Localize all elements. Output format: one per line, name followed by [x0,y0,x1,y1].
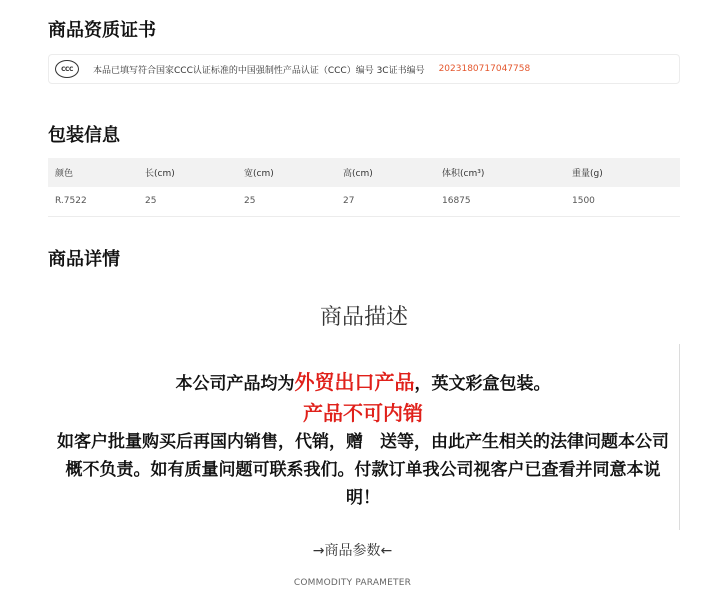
qualification-section-title: 商品资质证书 [48,20,156,41]
cell-volume: 16875 [442,187,572,216]
cell-width: 25 [244,187,343,216]
description-heading: 商品描述 [319,305,408,330]
cell-length: 25 [145,187,244,216]
table-header-row [48,158,680,187]
cell-weight: 1500 [572,187,680,216]
detail-section-title: 商品详情 [48,249,120,270]
cell-color: R.7522 [48,187,145,216]
column-header-color: 颜色 [48,158,145,187]
notice-line-1-suffix: ，英文彩盒包装。 [414,374,551,394]
ccc-certification-icon: CCC [55,60,79,78]
certificate-text: 本品已填写符合国家CCC认证标准的中国强制性产品认证（CCC）编号 3C证书编号 [93,65,425,76]
export-notice [48,368,678,512]
divider [679,344,680,530]
notice-line-1-highlight: 外贸出口产品 [294,370,415,394]
column-header-height: 高(cm) [343,158,442,187]
notice-line-1-prefix: 本公司产品均为 [175,374,295,394]
product-description-image [48,290,680,540]
certificate-number: 2023180717047758 [438,64,531,74]
notice-paragraph: 如客户批量购买后再国内销售，代销，赠 送等，由此产生相关的法律问题本公司概不负责。如有质量问题可联系我们。付款订单我公司视客户已查看并同意本说明！ [57,432,669,508]
packaging-table [48,158,680,217]
column-header-volume: 体积(cm³) [442,158,572,187]
packaging-section-title: 包装信息 [48,125,120,146]
certificate-box [48,54,680,84]
notice-line-1 [48,368,678,398]
table-row [48,187,680,216]
column-header-weight: 重量(g) [572,158,680,187]
column-header-width: 宽(cm) [244,158,343,187]
commodity-parameter-subtitle: COMMODITY PARAMETER [293,578,412,588]
notice-line-2: 产品不可内销 [303,401,423,425]
column-header-length: 长(cm) [145,158,244,187]
commodity-parameter-title: →商品参数← [312,543,393,559]
cell-height: 27 [343,187,442,216]
